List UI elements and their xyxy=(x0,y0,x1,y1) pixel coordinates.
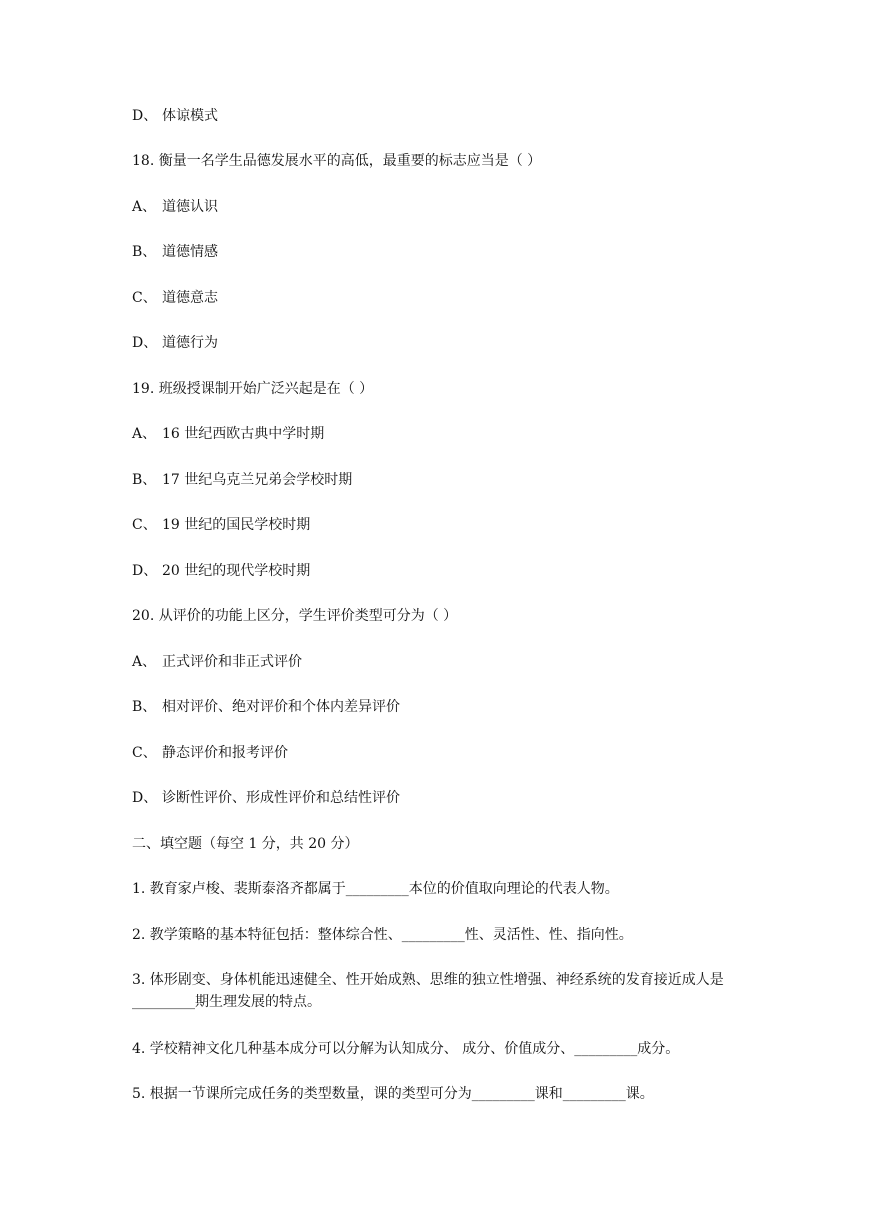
option-key: D、 xyxy=(132,335,158,351)
option-text: 19 世纪的国民学校时期 xyxy=(162,517,311,533)
option-key: A、 xyxy=(132,199,157,215)
option-text: 道德意志 xyxy=(162,290,218,306)
option-key: A、 xyxy=(132,654,157,670)
fill-blank-item: 3. 体形剧变、身体机能迅速健全、性开始成熟、思维的独立性增强、神经系统的发育接近成人是_________期生理发展的特点。 xyxy=(132,972,724,1010)
option-text: 道德认识 xyxy=(162,199,218,215)
fill-blank-item: 4. 学校精神文化几种基本成分可以分解为认知成分、 成分、价值成分、_________成分。 xyxy=(132,1041,680,1057)
fill-blank-item: 5. 根据一节课所完成任务的类型数量，课的类型可分为_________课和_________课。 xyxy=(132,1086,654,1102)
question-line: 20. 从评价的功能上区分，学生评价类型可分为（ ） xyxy=(132,608,458,624)
option-text: 静态评价和报考评价 xyxy=(162,745,288,761)
option-text: 诊断性评价、形成性评价和总结性评价 xyxy=(162,790,400,806)
option-key: D、 xyxy=(132,790,158,806)
option-text: 道德行为 xyxy=(162,335,218,351)
option-line xyxy=(132,788,400,808)
question-line: 18. 衡量一名学生品德发展水平的高低，最重要的标志应当是（ ） xyxy=(132,153,542,169)
option-line xyxy=(132,697,400,717)
question-line: 19. 班级授课制开始广泛兴起是在（ ） xyxy=(132,381,374,397)
option-line xyxy=(132,515,310,535)
option-key: B、 xyxy=(132,699,157,715)
option-line xyxy=(132,470,352,490)
option-line xyxy=(132,561,310,581)
option-key: C、 xyxy=(132,745,157,761)
option-line xyxy=(132,333,218,353)
option-key: B、 xyxy=(132,472,157,488)
option-text: 体谅模式 xyxy=(162,108,218,124)
option-line xyxy=(132,652,302,672)
option-key: C、 xyxy=(132,517,157,533)
option-text: 20 世纪的现代学校时期 xyxy=(162,563,311,579)
option-line xyxy=(132,743,288,763)
fill-blank-item: 2. 教学策略的基本特征包括：整体综合性、_________性、灵活性、性、指向性。 xyxy=(132,927,633,943)
option-key: D、 xyxy=(132,108,158,124)
option-line xyxy=(132,197,218,217)
option-key: D、 xyxy=(132,563,158,579)
fill-blank-item: 1. 教育家卢梭、裴斯泰洛齐都属于_________本位的价值取向理论的代表人物。 xyxy=(132,881,619,897)
option-line xyxy=(132,106,218,126)
option-line xyxy=(132,424,324,444)
option-line xyxy=(132,242,218,262)
option-key: B、 xyxy=(132,244,157,260)
option-text: 正式评价和非正式评价 xyxy=(162,654,302,670)
section-heading: 二、填空题（每空 1 分，共 20 分） xyxy=(132,836,359,852)
option-text: 17 世纪乌克兰兄弟会学校时期 xyxy=(162,472,353,488)
option-line xyxy=(132,288,218,308)
option-key: A、 xyxy=(132,426,157,442)
option-text: 道德情感 xyxy=(162,244,218,260)
option-text: 相对评价、绝对评价和个体内差异评价 xyxy=(162,699,400,715)
option-key: C、 xyxy=(132,290,157,306)
option-text: 16 世纪西欧古典中学时期 xyxy=(162,426,325,442)
